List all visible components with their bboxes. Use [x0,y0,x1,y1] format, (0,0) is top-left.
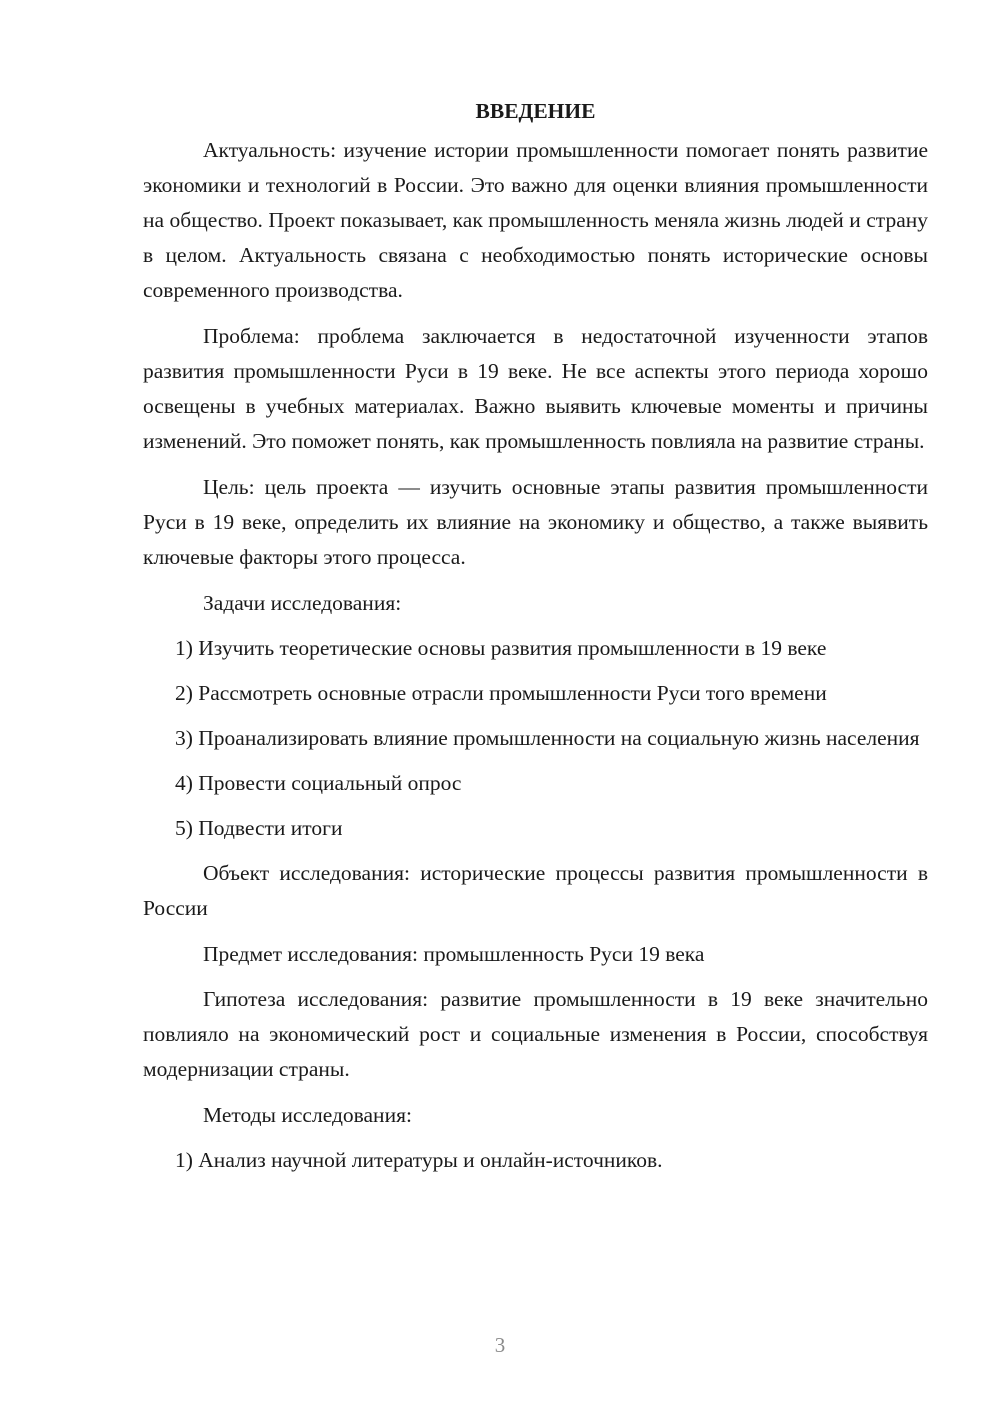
page-title: ВВЕДЕНИЕ [475,99,596,123]
hypothesis-paragraph: Гипотеза исследования: развитие промышленности в 19 веке значительно повлияло на экономический рост и социальные изменения в России, способствуя модернизации страны. [143,987,928,1081]
relevance-paragraph: Актуальность: изучение истории промышленности помогает понять развитие экономики и технологий в России. Это важно для оценки влияния промышленности на общество. Проект показывает, как промышленность меняла жизнь людей и страну в целом. Актуальность связана с необходимостью понять исторические основы современного производства. [143,138,928,302]
problem-paragraph: Проблема: проблема заключается в недостаточной изученности этапов развития промышленности Руси в 19 веке. Не все аспекты этого периода хорошо освещены в учебных материалах. Важно выявить ключевые моменты и причины изменений. Это поможет понять, как промышленность повлияла на развитие страны. [143,324,928,453]
task-item-5: 5) Подвести итоги [175,816,343,840]
method-item-1: 1) Анализ научной литературы и онлайн-источников. [175,1148,663,1172]
task-item-4: 4) Провести социальный опрос [175,771,462,795]
task-item-1: 1) Изучить теоретические основы развития промышленности в 19 веке [175,636,827,660]
task-item-3: 3) Проанализировать влияние промышленности на социальную жизнь населения [175,726,920,750]
tasks-heading: Задачи исследования: [203,591,402,615]
document-page [143,96,928,1188]
page-number: 3 [494,1333,506,1357]
methods-heading: Методы исследования: [203,1103,412,1127]
subject-paragraph: Предмет исследования: промышленность Руси 19 века [203,942,705,966]
goal-paragraph: Цель: цель проекта — изучить основные этапы развития промышленности Руси в 19 веке, определить их влияние на экономику и общество, а также выявить ключевые факторы этого процесса. [143,475,928,569]
object-paragraph: Объект исследования: исторические процессы развития промышленности в России [143,861,928,920]
task-item-2: 2) Рассмотреть основные отрасли промышленности Руси того времени [175,681,827,705]
